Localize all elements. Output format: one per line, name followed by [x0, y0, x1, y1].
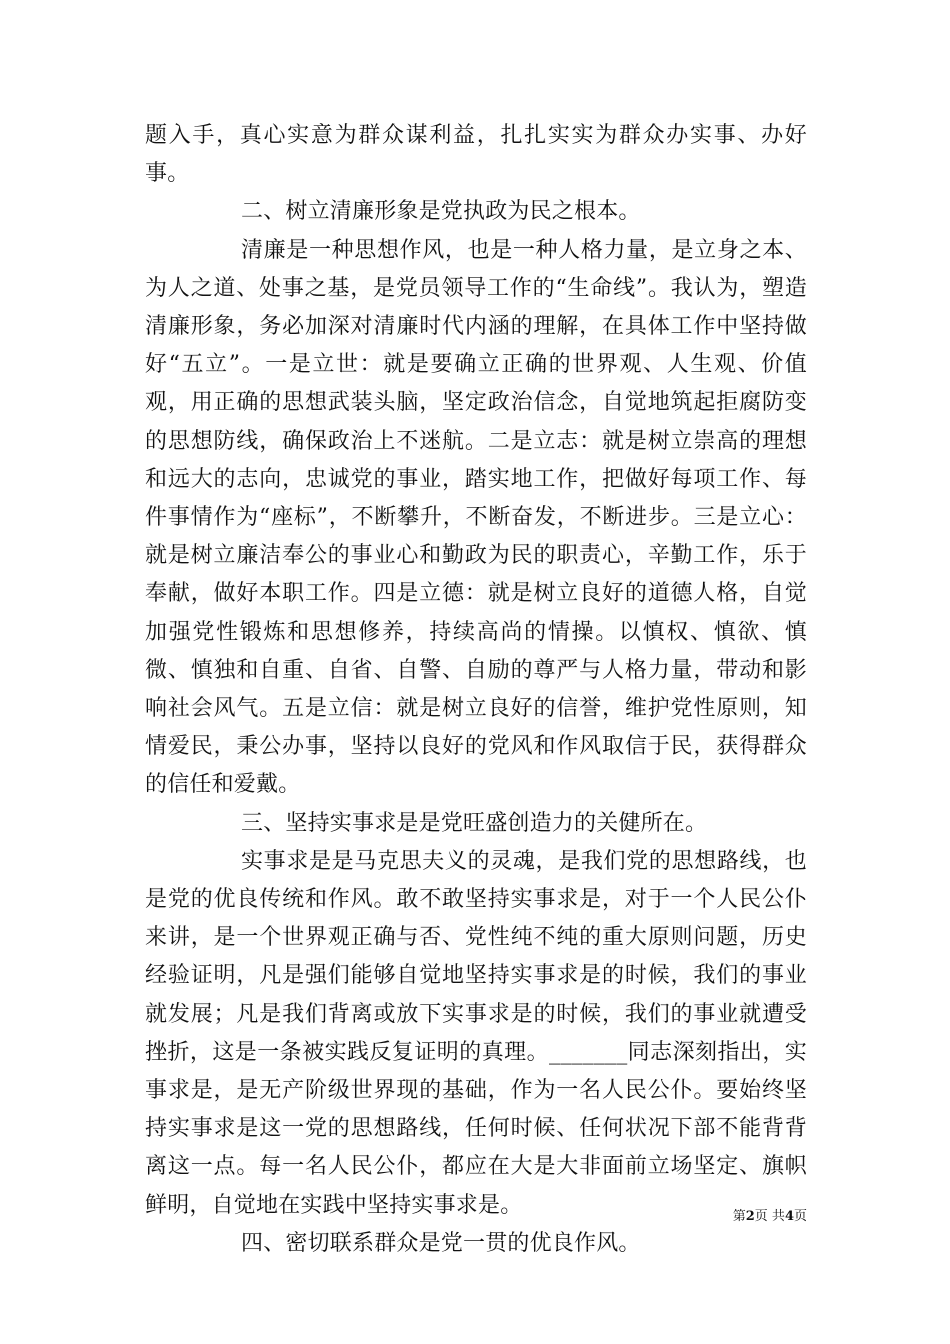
paragraph-seek-truth: 实事求是是马克思夫义的灵魂，是我们党的思想路线，也是党的优良传统和作风。敢不敢坚持实事求是，对于一个人民公仆来讲，是一个世界观正确与否、党性纯不纯的重大原则问题，历史经验证明，凡是强们能够自觉地坚持实事求是的时候，我们的事业就发展；凡是我们背离或放下实事求是的时候，我们的事业就遭受挫折，这是一条被实践反复证明的真理。_______同志深刻指出，实事求是，是无产阶级世界现的基础，作为一名人民公仆。要始终坚持实事求是这一党的思想路线，任何时候、任何状况下部不能背背离这一点。每一名人民公仆，都应在大是大非面前立场坚定、旗帜鲜明，自觉地在实践中坚持实事求是。: [145, 848, 807, 1218]
section-heading-2: 二、树立清廉形象是党执政为民之根本。: [241, 199, 641, 225]
section-heading-3: 三、坚持实事求是是党旺盛创造力的关健所在。: [241, 810, 708, 836]
footer-suffix: 页: [793, 1209, 807, 1224]
section-heading-4: 四、密切联系群众是党一贯的优良作风。: [241, 1230, 641, 1256]
paragraph-integrity: 清廉是一种思想作风，也是一种人格力量，是立身之本、为人之道、处事之基，是党员领导工作的“生命线”。我认为，塑造清廉形象，务必加深对清廉时代内涵的理解，在具体工作中坚持做好“五立”。一是立世：就是要确立正确的世界观、人生观、价值观，用正确的思想武装头脑，坚定政治信念，自觉地筑起拒腐防变的思想防线，确保政治上不迷航。二是立志：就是树立崇高的理想和远大的志向，忠诚党的事业，踏实地工作，把做好每项工作、每件事情作为“座标”，不断攀升，不断奋发，不断进步。三是立心：就是树立廉洁奉公的事业心和勤政为民的职责心，辛勤工作，乐于奉献，做好本职工作。四是立德：就是树立良好的道德人格，自觉加强党性锻炼和思想修养，持续高尚的情操。以慎权、慎欲、慎微、慎独和自重、自省、自警、自励的尊严与人格力量，带动和影响社会风气。五是立信：就是树立良好的信誉，维护党性原则，知情爱民，秉公办事，坚持以良好的党风和作风取信于民，获得群众的信任和爱戴。: [145, 237, 807, 798]
footer-total-pages: 4: [784, 1209, 794, 1224]
footer-middle: 页 共: [754, 1209, 785, 1224]
document-page: [145, 117, 807, 1263]
paragraph-continuation: 题入手，真心实意为群众谋利益，扎扎实实为群众办实事、办好事。: [145, 123, 807, 187]
footer-current-page: 2: [745, 1209, 755, 1224]
footer-prefix: 第: [732, 1209, 746, 1224]
page-number-footer: [733, 1205, 807, 1224]
